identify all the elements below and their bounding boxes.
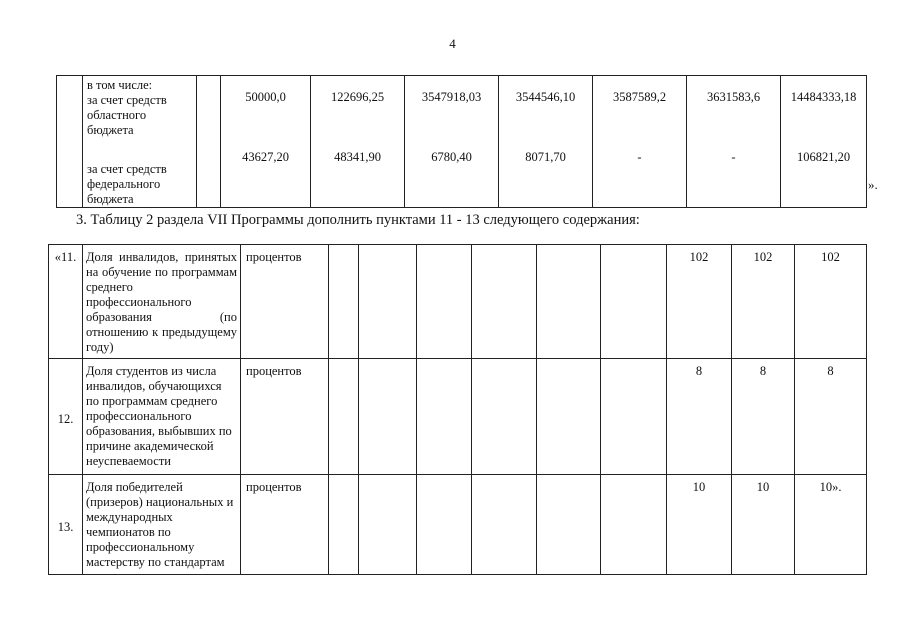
empty-cell: [537, 245, 601, 359]
indicator-value: 8: [795, 359, 867, 475]
empty-cell: [329, 245, 359, 359]
budget-value: 3587589,2: [612, 90, 667, 104]
empty-cell: [472, 245, 537, 359]
empty-cell: [537, 475, 601, 575]
empty-cell: [537, 359, 601, 475]
budget-value: -: [637, 150, 642, 164]
budget-value: 48341,90: [334, 150, 381, 164]
indicator-unit: процентов: [241, 245, 329, 359]
budget-value: 3547918,03: [421, 90, 482, 104]
budget-source-cell: [83, 76, 197, 208]
empty-cell: [329, 475, 359, 575]
indicator-unit: процентов: [241, 359, 329, 475]
budget-source-regional: в том числе: за счет средств областного бюджета: [87, 78, 167, 137]
indicator-value: 10».: [795, 475, 867, 575]
budget-value-col-6: [687, 76, 781, 208]
amendment-paragraph: 3. Таблицу 2 раздела VII Программы дополнить пунктами 11 - 13 следующего содержания:: [76, 212, 640, 228]
empty-cell: [329, 359, 359, 475]
budget-value: 14484333,18: [790, 90, 857, 104]
budget-value: 6780,40: [431, 150, 472, 164]
budget-blank-cell: [57, 76, 83, 208]
empty-cell: [601, 245, 667, 359]
budget-value-col-1: [221, 76, 311, 208]
row-number: 13.: [49, 475, 83, 575]
row-number: «11.: [49, 245, 83, 359]
closing-quote: ».: [868, 177, 878, 192]
empty-cell: [359, 475, 417, 575]
empty-cell: [417, 475, 472, 575]
empty-cell: [417, 245, 472, 359]
budget-value-col-4: [499, 76, 593, 208]
indicator-value: 102: [795, 245, 867, 359]
indicator-unit: процентов: [241, 475, 329, 575]
empty-cell: [601, 475, 667, 575]
budget-value-col-3: [405, 76, 499, 208]
table-row: [49, 475, 867, 575]
indicator-value: 102: [667, 245, 732, 359]
indicator-value: 8: [732, 359, 795, 475]
table-row: [49, 245, 867, 359]
indicator-value: 8: [667, 359, 732, 475]
indicator-value: 10: [667, 475, 732, 575]
budget-value: 106821,20: [796, 150, 851, 164]
indicator-value: 102: [732, 245, 795, 359]
indicator-value: 10: [732, 475, 795, 575]
budget-table: [56, 75, 867, 208]
empty-cell: [359, 359, 417, 475]
row-number: 12.: [49, 359, 83, 475]
indicator-name: Доля инвалидов, принятых на обучение по программам среднего профессионального образования (по отношению к предыдущему году): [83, 245, 241, 359]
budget-value-total: [781, 76, 867, 208]
budget-value: -: [731, 150, 736, 164]
table-row: [49, 359, 867, 475]
budget-value: 8071,70: [525, 150, 566, 164]
budget-value-col-2: [311, 76, 405, 208]
empty-cell: [472, 475, 537, 575]
empty-cell: [359, 245, 417, 359]
budget-value: 3544546,10: [515, 90, 576, 104]
indicators-table: [48, 244, 867, 575]
budget-value: 43627,20: [242, 150, 289, 164]
indicator-name: Доля студентов из числа инвалидов, обучающихся по программам среднего профессионального образования, выбывших по причине академической неуспеваемости: [83, 359, 241, 475]
budget-value: 50000,0: [245, 90, 286, 104]
empty-cell: [417, 359, 472, 475]
indicator-name: Доля победителей (призеров) национальных и международных чемпионатов по профессиональному мастерству по стандартам: [83, 475, 241, 575]
budget-source-federal: за счет средств федерального бюджета: [87, 162, 167, 206]
empty-cell: [472, 359, 537, 475]
budget-value-col-5: [593, 76, 687, 208]
empty-cell: [601, 359, 667, 475]
page-number: 4: [449, 36, 456, 51]
budget-value: 122696,25: [330, 90, 385, 104]
budget-value: 3631583,6: [706, 90, 761, 104]
budget-blank-cell: [197, 76, 221, 208]
budget-row: [57, 76, 867, 208]
